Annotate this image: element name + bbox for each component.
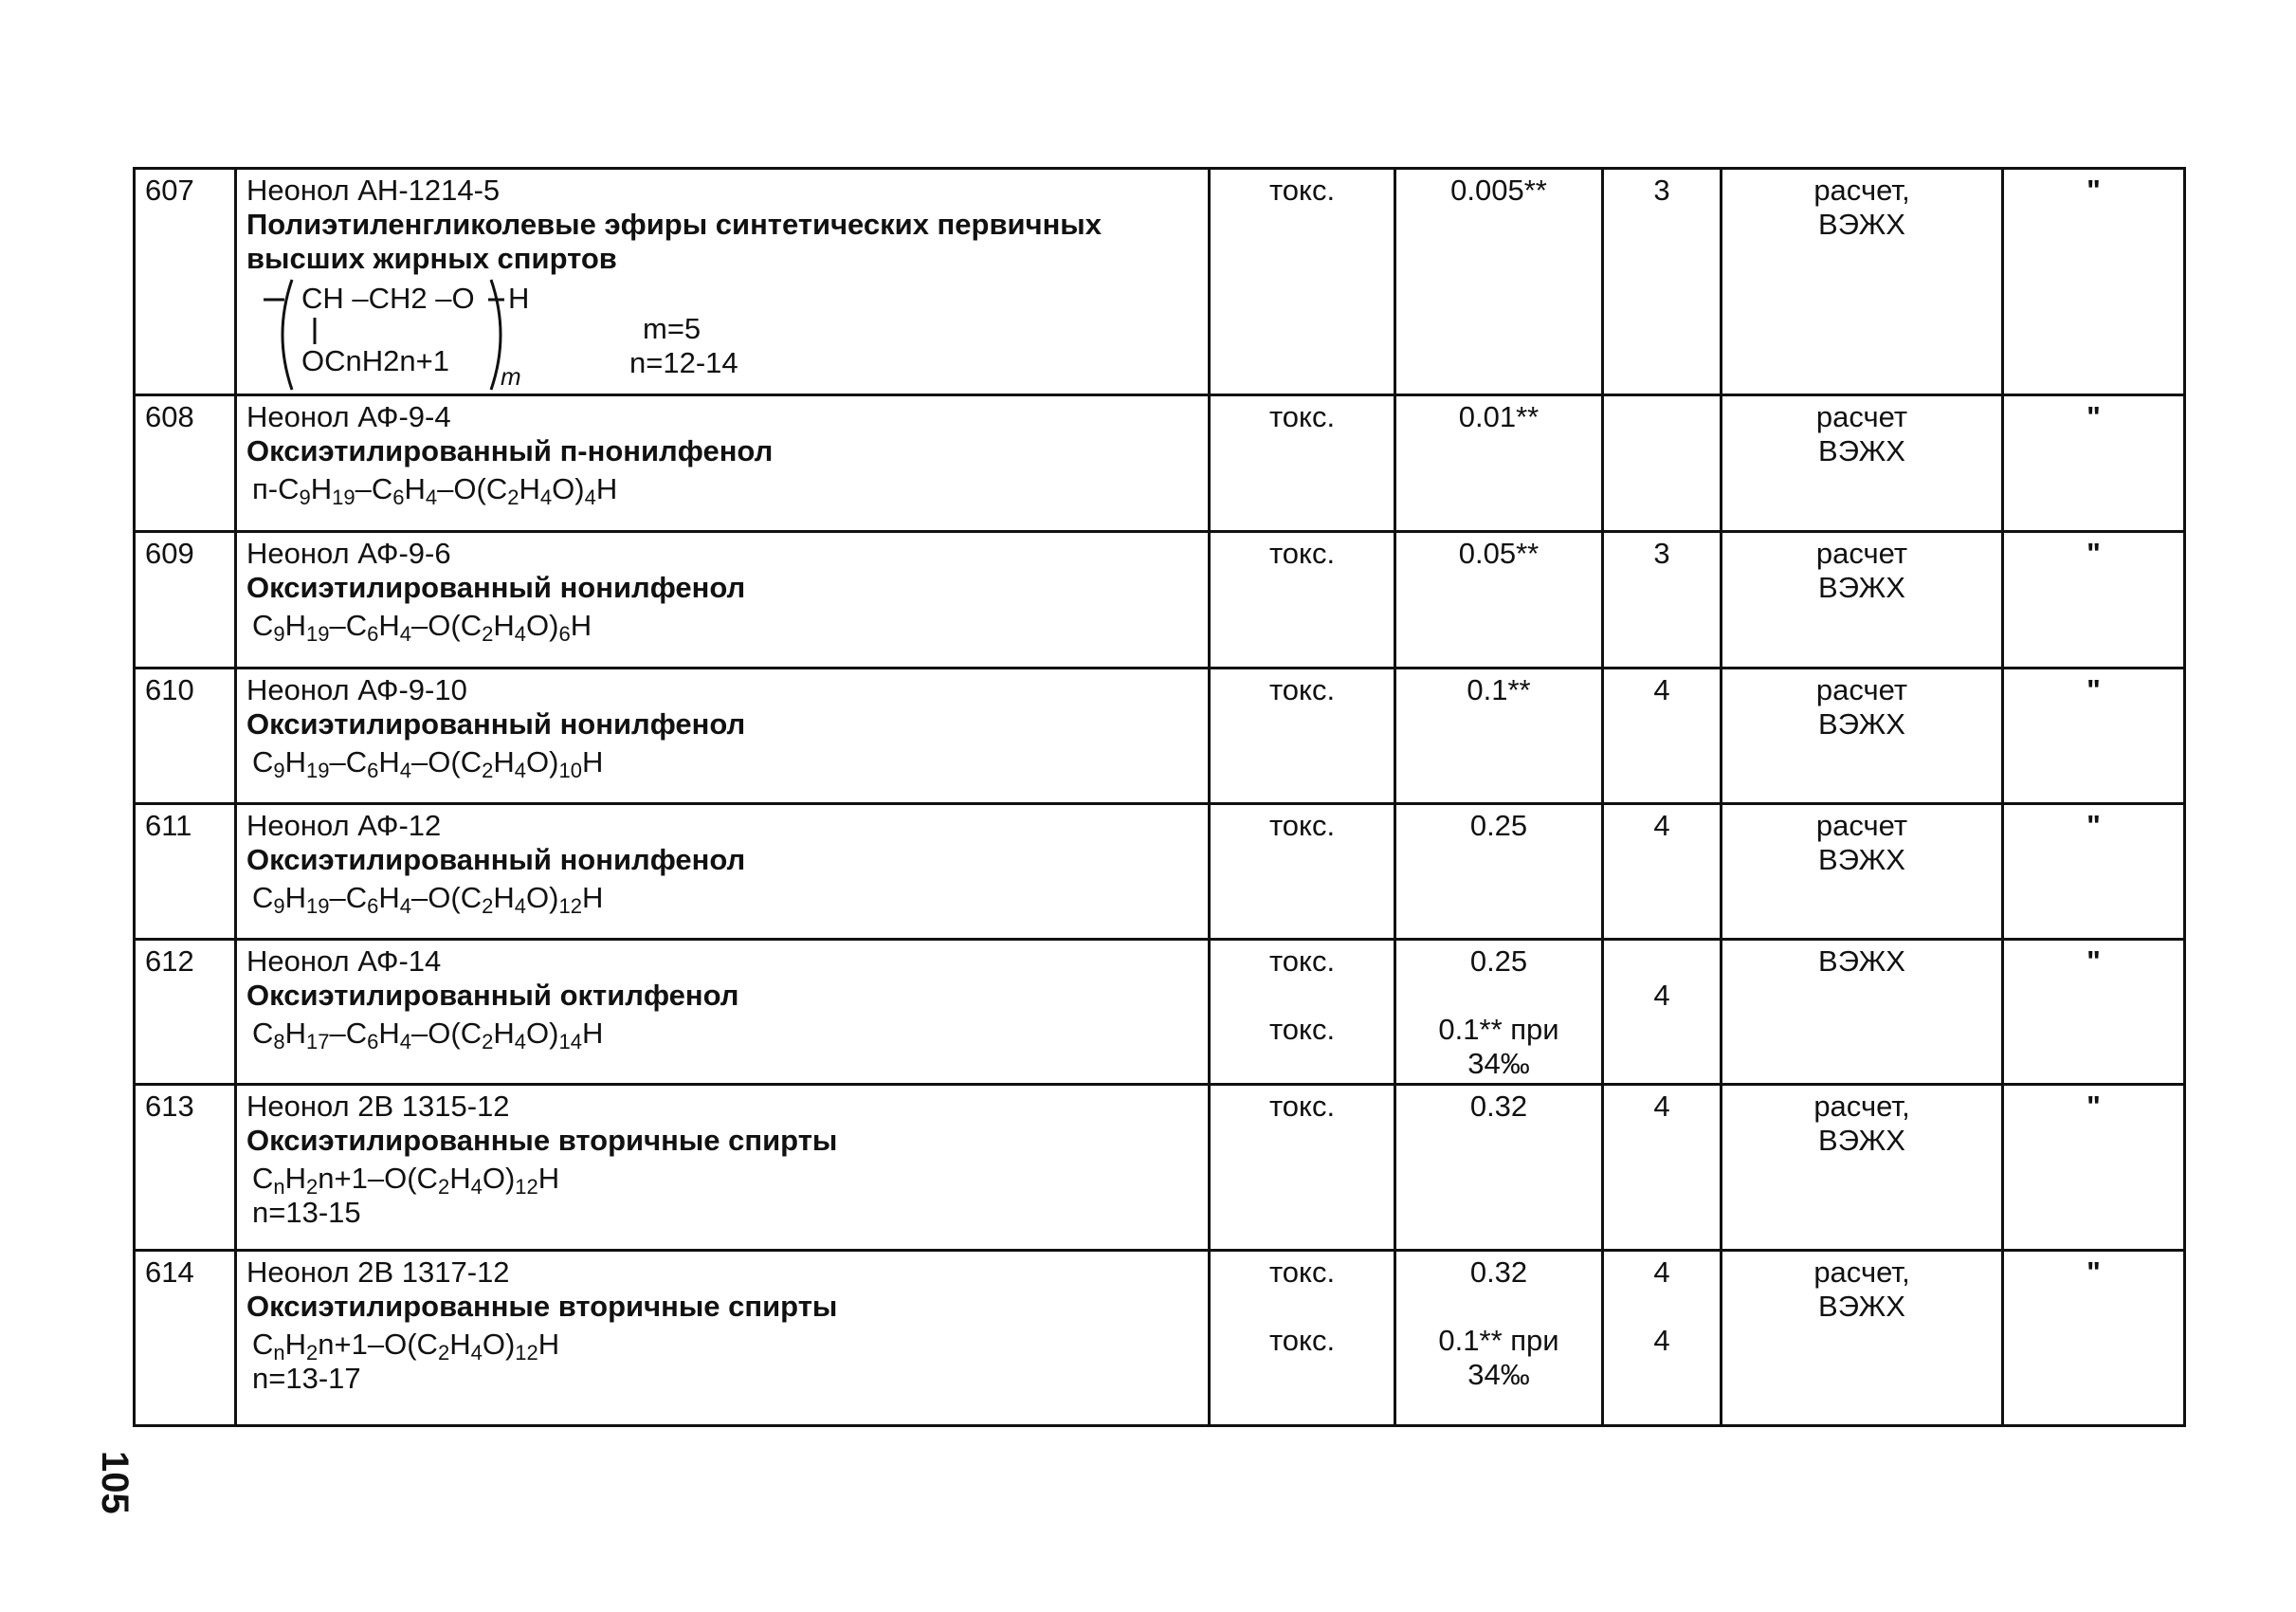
hazard-class: 4 bbox=[1653, 1324, 1670, 1357]
analysis-method: расчет ВЭЖХ bbox=[1815, 400, 1908, 467]
value: 0.05** bbox=[1458, 537, 1540, 570]
substance-description: Оксиэтилированный нонилфенол bbox=[246, 843, 746, 876]
value: 0.1** при 34‰ bbox=[1438, 1324, 1559, 1391]
basis-cell bbox=[1210, 669, 1395, 804]
substance-name: Неонол АФ-14 bbox=[246, 944, 442, 978]
value-cell bbox=[1395, 532, 1603, 669]
basis: токс. bbox=[1268, 944, 1336, 978]
hazard-class-cell bbox=[1603, 804, 1722, 940]
substance-name: Неонол АФ-9-10 bbox=[246, 673, 467, 706]
basis: токс. bbox=[1268, 537, 1336, 570]
hazard-class-cell bbox=[1603, 532, 1722, 669]
row-number: 608 bbox=[135, 395, 236, 532]
method-cell bbox=[1722, 804, 2003, 940]
substances-table bbox=[133, 167, 2186, 1427]
analysis-method: расчет ВЭЖХ bbox=[1815, 537, 1908, 604]
row-number: 609 bbox=[135, 532, 236, 669]
table-row bbox=[135, 1251, 2185, 1426]
table-row bbox=[135, 940, 2185, 1085]
poly-h: H bbox=[508, 282, 530, 315]
method-cell bbox=[1722, 532, 2003, 669]
hazard-class-cell bbox=[1603, 940, 1722, 1085]
ditto-cell bbox=[2003, 940, 2185, 1085]
value: 0.32 bbox=[1469, 1255, 1528, 1289]
row-number: 613 bbox=[135, 1085, 236, 1251]
table-row bbox=[135, 804, 2185, 940]
row-number: 610 bbox=[135, 669, 236, 804]
chemical-formula bbox=[246, 1162, 1198, 1230]
value: 0.01** bbox=[1458, 400, 1540, 433]
substance-cell bbox=[236, 395, 1210, 532]
value: 0.25 bbox=[1469, 809, 1528, 842]
value-cell bbox=[1395, 395, 1603, 532]
formula-text: $C_nH_2n+1-O(C_2H_4O)_{12}H$ bbox=[252, 1328, 560, 1365]
ditto-cell bbox=[2003, 1251, 2185, 1426]
value: 0.32 bbox=[1469, 1090, 1528, 1123]
chemical-formula bbox=[246, 472, 1198, 509]
method-cell bbox=[1722, 1085, 2003, 1251]
value-cell bbox=[1395, 169, 1603, 395]
chemical-formula bbox=[246, 609, 1198, 646]
table-row bbox=[135, 532, 2185, 669]
formula-range: n=13-15 bbox=[252, 1196, 361, 1229]
value: 0.1** bbox=[1467, 673, 1531, 706]
substance-name: Неонол АН-1214-5 bbox=[246, 174, 501, 207]
hazard-class: 4 bbox=[1653, 979, 1670, 1012]
substance-cell bbox=[236, 940, 1210, 1085]
structural-formula bbox=[246, 278, 777, 392]
basis-cell bbox=[1210, 804, 1395, 940]
table-row bbox=[135, 669, 2185, 804]
basis: токс. bbox=[1268, 1324, 1336, 1357]
substance-name: Неонол АФ-9-4 bbox=[246, 400, 451, 433]
substance-description: Оксиэтилированные вторичные спирты bbox=[246, 1290, 838, 1323]
table-row bbox=[135, 169, 2185, 395]
formula-text: $C_nH_2n+1-O(C_2H_4O)_{12}H$ bbox=[252, 1162, 560, 1199]
basis: токс. bbox=[1268, 1090, 1336, 1123]
value-cell bbox=[1395, 1251, 1603, 1426]
chemical-formula bbox=[246, 881, 1198, 918]
poly-top: CH –CH2 –O bbox=[301, 282, 475, 315]
ditto-mark: " bbox=[2086, 1090, 2101, 1123]
formula-text: $C_8H_{17}-C_6H_4-O(C_2H_4O)_{14}H$ bbox=[252, 1017, 604, 1053]
ditto-mark: " bbox=[2086, 809, 2101, 842]
basis-cell bbox=[1210, 395, 1395, 532]
substance-cell bbox=[236, 532, 1210, 669]
formula-text: $C_9H_{19}-C_6H_4-O(C_2H_4O)_6H$ bbox=[252, 609, 592, 646]
substance-description: Оксиэтилированный нонилфенол bbox=[246, 707, 746, 741]
basis-cell bbox=[1210, 532, 1395, 669]
row-number: 614 bbox=[135, 1251, 236, 1426]
substance-description: Оксиэтилированный нонилфенол bbox=[246, 571, 746, 604]
substance-cell bbox=[236, 169, 1210, 395]
method-cell bbox=[1722, 169, 2003, 395]
chemical-formula bbox=[246, 745, 1198, 782]
row-number: 611 bbox=[135, 804, 236, 940]
value: 0.1** при 34‰ bbox=[1438, 1013, 1559, 1080]
table-row bbox=[135, 395, 2185, 532]
substance-description: Оксиэтилированный октилфенол bbox=[246, 979, 739, 1012]
method-cell bbox=[1722, 669, 2003, 804]
poly-n: n=12-14 bbox=[629, 346, 738, 379]
ditto-mark: " bbox=[2086, 1255, 2101, 1289]
formula-text: $C_9H_{19}-C_6H_4-O(C_2H_4O)_{12}H$ bbox=[252, 881, 604, 918]
basis: токс. bbox=[1268, 1255, 1336, 1289]
basis-cell bbox=[1210, 169, 1395, 395]
hazard-class: 3 bbox=[1653, 174, 1670, 207]
substance-name: Неонол АФ-9-6 bbox=[246, 537, 451, 570]
basis-cell bbox=[1210, 940, 1395, 1085]
ditto-mark: " bbox=[2086, 400, 2101, 433]
hazard-class-cell bbox=[1603, 1251, 1722, 1426]
chemical-formula bbox=[246, 1017, 1198, 1051]
formula-text: $C_9H_{19}-C_6H_4-O(C_2H_4O)_{10}H$ bbox=[252, 745, 604, 782]
hazard-class-cell bbox=[1603, 169, 1722, 395]
method-cell bbox=[1722, 1251, 2003, 1426]
value-cell bbox=[1395, 669, 1603, 804]
chemical-formula bbox=[246, 1328, 1198, 1396]
basis: токс. bbox=[1268, 673, 1336, 706]
substance-cell bbox=[236, 804, 1210, 940]
analysis-method: расчет, ВЭЖХ bbox=[1813, 174, 1910, 241]
substance-cell bbox=[236, 1085, 1210, 1251]
row-number: 612 bbox=[135, 940, 236, 1085]
ditto-cell bbox=[2003, 804, 2185, 940]
value-cell bbox=[1395, 1085, 1603, 1251]
basis-cell bbox=[1210, 1085, 1395, 1251]
value: 0.005** bbox=[1450, 174, 1547, 207]
poly-m: m=5 bbox=[643, 312, 702, 345]
poly-bottom: OCnH2n+1 bbox=[301, 344, 449, 377]
ditto-cell bbox=[2003, 669, 2185, 804]
hazard-class: 3 bbox=[1653, 537, 1670, 570]
analysis-method: ВЭЖХ bbox=[1818, 944, 1905, 978]
hazard-class-cell bbox=[1603, 1085, 1722, 1251]
ditto-mark: " bbox=[2086, 944, 2101, 978]
substance-cell bbox=[236, 669, 1210, 804]
substance-description: Оксиэтилированный п-нонилфенол bbox=[246, 434, 774, 467]
formula-text: $п-C_9H_{19}-C_6H_4-O(C_2H_4O)_4H$ bbox=[252, 472, 618, 509]
formula-range: n=13-17 bbox=[252, 1362, 361, 1395]
analysis-method: расчет ВЭЖХ bbox=[1815, 673, 1908, 741]
substance-description: Оксиэтилированные вторичные спирты bbox=[246, 1124, 838, 1157]
hazard-class: 4 bbox=[1653, 673, 1670, 706]
ditto-cell bbox=[2003, 1085, 2185, 1251]
analysis-method: расчет ВЭЖХ bbox=[1815, 809, 1908, 876]
ditto-mark: " bbox=[2086, 174, 2101, 207]
hazard-class: 4 bbox=[1653, 1255, 1670, 1289]
substance-cell bbox=[236, 1251, 1210, 1426]
ditto-cell bbox=[2003, 532, 2185, 669]
value-cell bbox=[1395, 804, 1603, 940]
basis: токс. bbox=[1268, 1013, 1336, 1046]
analysis-method: расчет, ВЭЖХ bbox=[1813, 1090, 1910, 1157]
basis: токс. bbox=[1268, 400, 1336, 433]
method-cell bbox=[1722, 940, 2003, 1085]
analysis-method: расчет, ВЭЖХ bbox=[1813, 1255, 1910, 1323]
table-row bbox=[135, 1085, 2185, 1251]
ditto-cell bbox=[2003, 395, 2185, 532]
hazard-class: 4 bbox=[1653, 1090, 1670, 1123]
ditto-mark: " bbox=[2086, 537, 2101, 570]
basis: токс. bbox=[1268, 174, 1336, 207]
hazard-class-cell bbox=[1603, 395, 1722, 532]
poly-m-sub: m bbox=[501, 362, 521, 391]
substance-description: Полиэтиленгликолевые эфиры синтетических первичных высших жирных спиртов bbox=[246, 208, 1102, 275]
hazard-class-cell bbox=[1603, 669, 1722, 804]
ditto-mark: " bbox=[2086, 673, 2101, 706]
basis-cell bbox=[1210, 1251, 1395, 1426]
substance-name: Неонол 2В 1317-12 bbox=[246, 1255, 510, 1289]
value-cell bbox=[1395, 940, 1603, 1085]
substance-name: Неонол АФ-12 bbox=[246, 809, 442, 842]
value: 0.25 bbox=[1469, 944, 1528, 978]
substance-name: Неонол 2В 1315-12 bbox=[246, 1090, 510, 1123]
hazard-class: 4 bbox=[1653, 809, 1670, 842]
method-cell bbox=[1722, 395, 2003, 532]
row-number: 607 bbox=[135, 169, 236, 395]
ditto-cell bbox=[2003, 169, 2185, 395]
basis: токс. bbox=[1268, 809, 1336, 842]
page-number: 105 bbox=[94, 1451, 136, 1514]
